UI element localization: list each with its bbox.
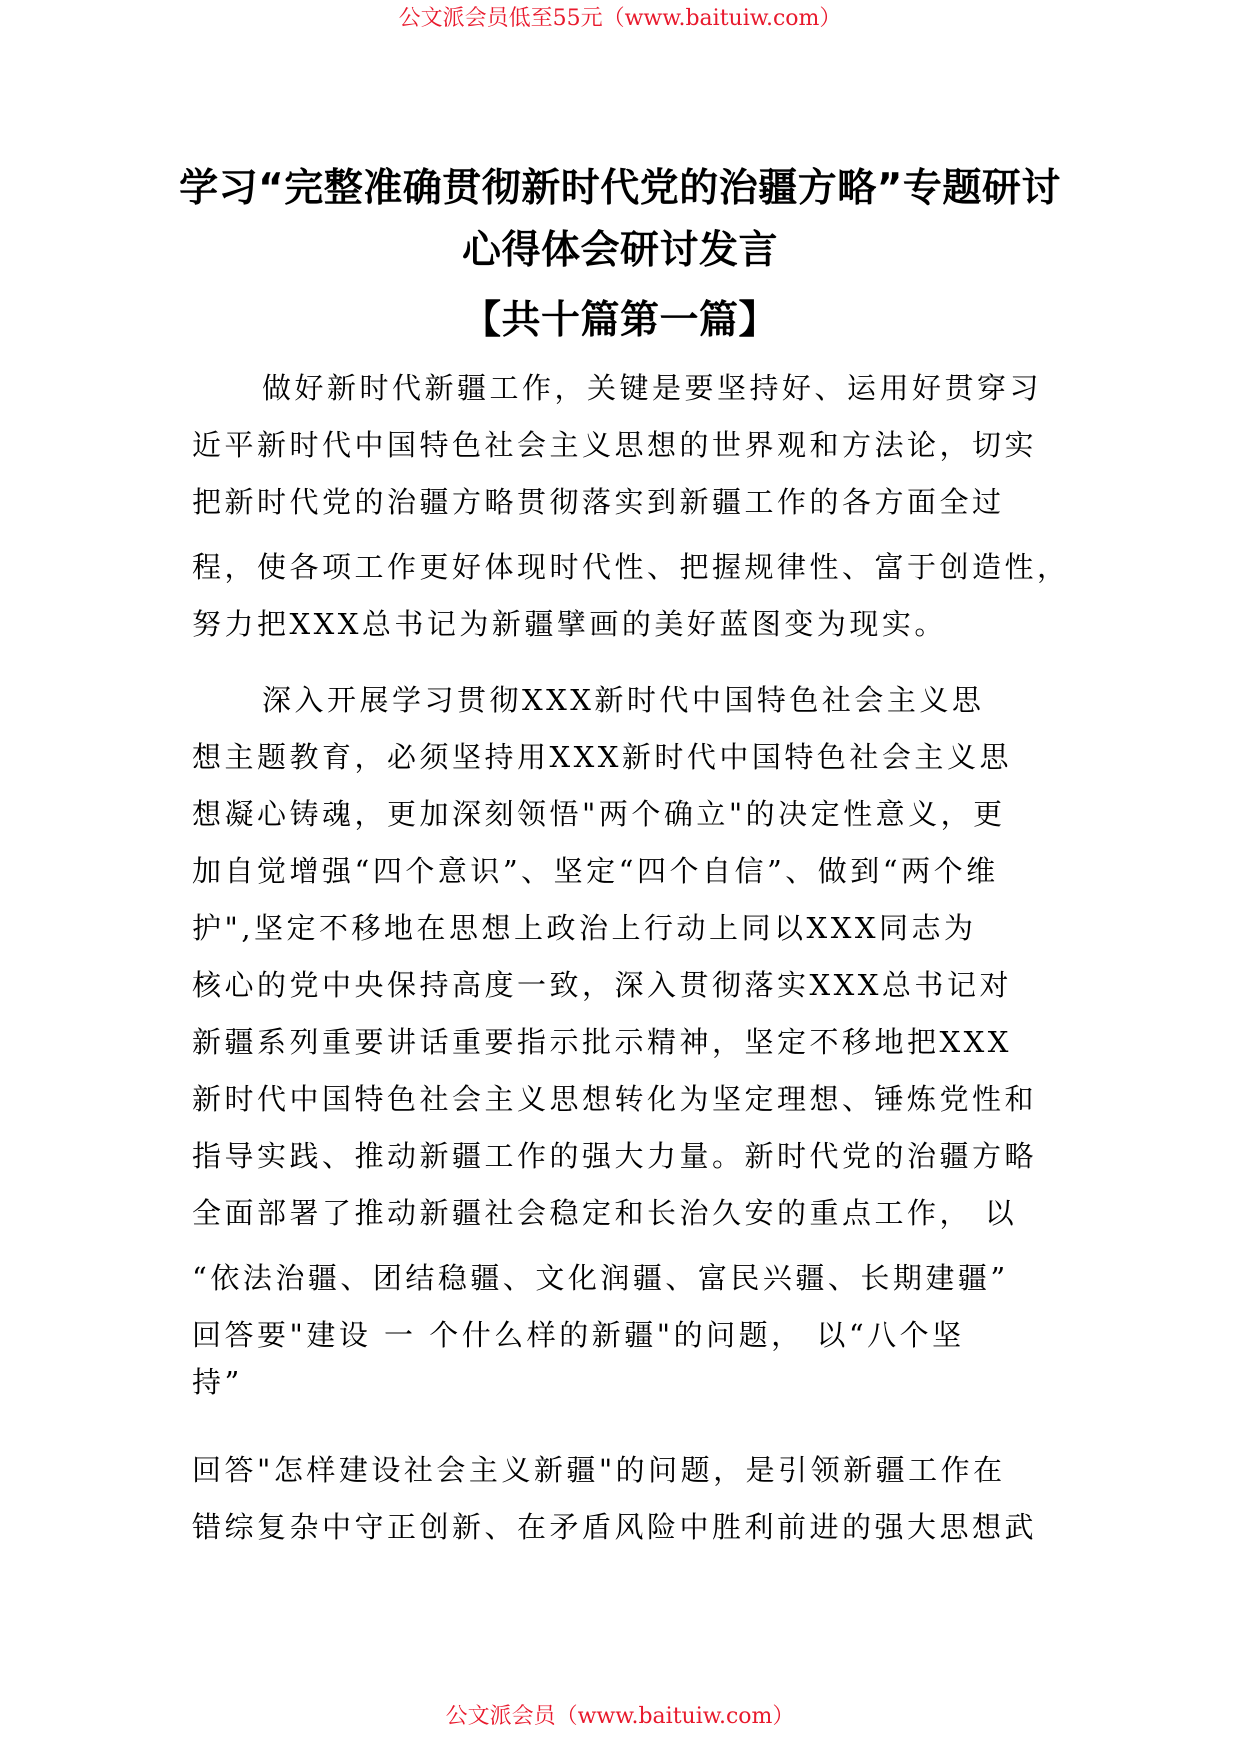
paragraph-3 (192, 1442, 1062, 1556)
paragraph-line: 加自觉增强“四个意识”、坚定“四个自信”、做到“两个维 (192, 854, 999, 888)
paragraph-line: 深入开展学习贯彻XXX新时代中国特色社会主义思 (262, 683, 985, 717)
paragraph-line: 想凝心铸魂，更加深刻领悟"两个确立"的决定性意义，更 (192, 797, 1006, 831)
paragraph-line: 错综复杂中守正创新、在矛盾风险中胜利前进的强大思想武 (192, 1510, 1038, 1544)
header-watermark-banner: 公文派会员低至55元（www.baituiw.com） (398, 6, 842, 31)
paragraph-line: 指导实践、推动新疆工作的强大力量。新时代党的治疆方略 (192, 1139, 1038, 1173)
paragraph-line: 程，使各项工作更好体现时代性、把握规律性、富于创造性， (192, 550, 1070, 584)
title-line-1: 学习“完整准确贯彻新时代党的治疆方略”专题研讨 (179, 166, 1061, 211)
paragraph-line: 近平新时代中国特色社会主义思想的世界观和方法论，切实 (192, 428, 1038, 462)
paragraph-line: 回答要"建设 一 个什么样的新疆"的问题， 以“八个坚 (192, 1318, 965, 1352)
paragraph-line: “依法治疆、团结稳疆、文化润疆、富民兴疆、长期建疆” (192, 1261, 1009, 1295)
title-line-2: 心得体会研讨发言 (461, 228, 778, 273)
paragraph-line: 想主题教育，必须坚持用XXX新时代中国特色社会主义思 (192, 740, 1012, 774)
paragraph-line: 护",坚定不移地在思想上政治上行动上同以XXX同志为 (192, 911, 977, 945)
paragraph-line: 新时代中国特色社会主义思想转化为坚定理想、锤炼党性和 (192, 1082, 1038, 1116)
document-subtitle: 【共十篇第一篇】 (461, 298, 778, 343)
paragraph-line: 回答"怎样建设社会主义新疆"的问题，是引领新疆工作在 (192, 1453, 1006, 1487)
paragraph-line: 持” (192, 1365, 243, 1399)
paragraph-line: 努力把XXX总书记为新疆擘画的美好蓝图变为现实。 (192, 607, 947, 641)
footer-watermark-banner: 公文派会员（www.baituiw.com） (445, 1704, 795, 1729)
paragraph-line: 新疆系列重要讲话重要指示批示精神，坚定不移地把XXX (192, 1025, 1012, 1059)
paragraph-line: 核心的党中央保持高度一致，深入贯彻落实XXX总书记对 (192, 968, 1012, 1002)
paragraph-line: 做好新时代新疆工作，关键是要坚持好、运用好贯穿习 (262, 371, 1043, 405)
paragraph-line: 把新时代党的治疆方略贯彻落实到新疆工作的各方面全过 (192, 485, 1005, 519)
document-title (150, 158, 1090, 352)
paragraph-line: 全面部署了推动新疆社会稳定和长治久安的重点工作， 以 (192, 1196, 1018, 1230)
paragraph-2 (192, 672, 1062, 1400)
paragraph-1 (192, 360, 1070, 653)
